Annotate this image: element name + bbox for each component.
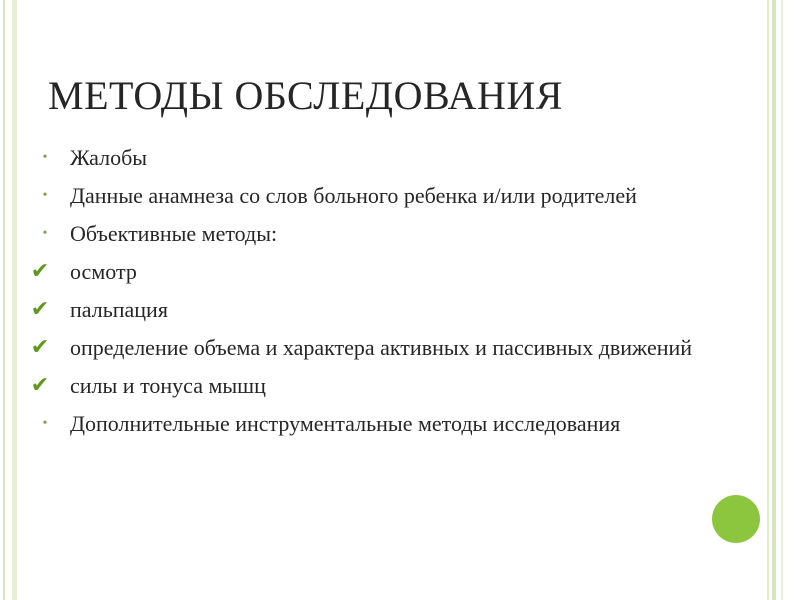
- list-item: [30, 221, 750, 247]
- list-item: [30, 411, 750, 437]
- slide-title: МЕТОДЫ ОБСЛЕДОВАНИЯ: [48, 73, 563, 118]
- bullet-dot-icon: •: [42, 226, 48, 241]
- list-item-text: Дополнительные инструментальные методы исследования: [70, 411, 621, 436]
- checkmark-icon: ✔: [30, 297, 50, 322]
- checkmark-icon: ✔: [30, 259, 50, 284]
- list-item: [30, 335, 750, 361]
- right-frame-line-3: [781, 0, 783, 600]
- list-item-text: Объективные методы:: [70, 221, 278, 246]
- right-frame-line-1: [767, 0, 769, 600]
- right-frame-line-2: [772, 0, 776, 600]
- list-item-text: Жалобы: [70, 145, 148, 170]
- list-item-text: пальпация: [70, 297, 168, 322]
- checkmark-icon: ✔: [30, 373, 50, 398]
- bullet-dot-icon: •: [42, 150, 48, 165]
- list-item: [30, 373, 750, 399]
- left-frame-line: [3, 0, 5, 600]
- list-item-text: Данные анамнеза со слов больного ребенка и/или родителей: [70, 183, 637, 208]
- list-item: [30, 297, 750, 323]
- list-item: [30, 183, 750, 209]
- list-item: [30, 145, 750, 171]
- checkmark-icon: ✔: [30, 335, 50, 360]
- list-item-text: осмотр: [70, 259, 137, 284]
- list-item-text: силы и тонуса мышц: [70, 373, 266, 398]
- list-item-text: определение объема и характера активных и пассивных движений: [70, 335, 693, 360]
- bullet-dot-icon: •: [42, 188, 48, 203]
- bullet-dot-icon: •: [42, 416, 48, 431]
- list-item: [30, 259, 750, 285]
- green-circle-decoration: [712, 495, 760, 543]
- content-list: [30, 145, 750, 449]
- left-frame-line-inner: [12, 0, 17, 600]
